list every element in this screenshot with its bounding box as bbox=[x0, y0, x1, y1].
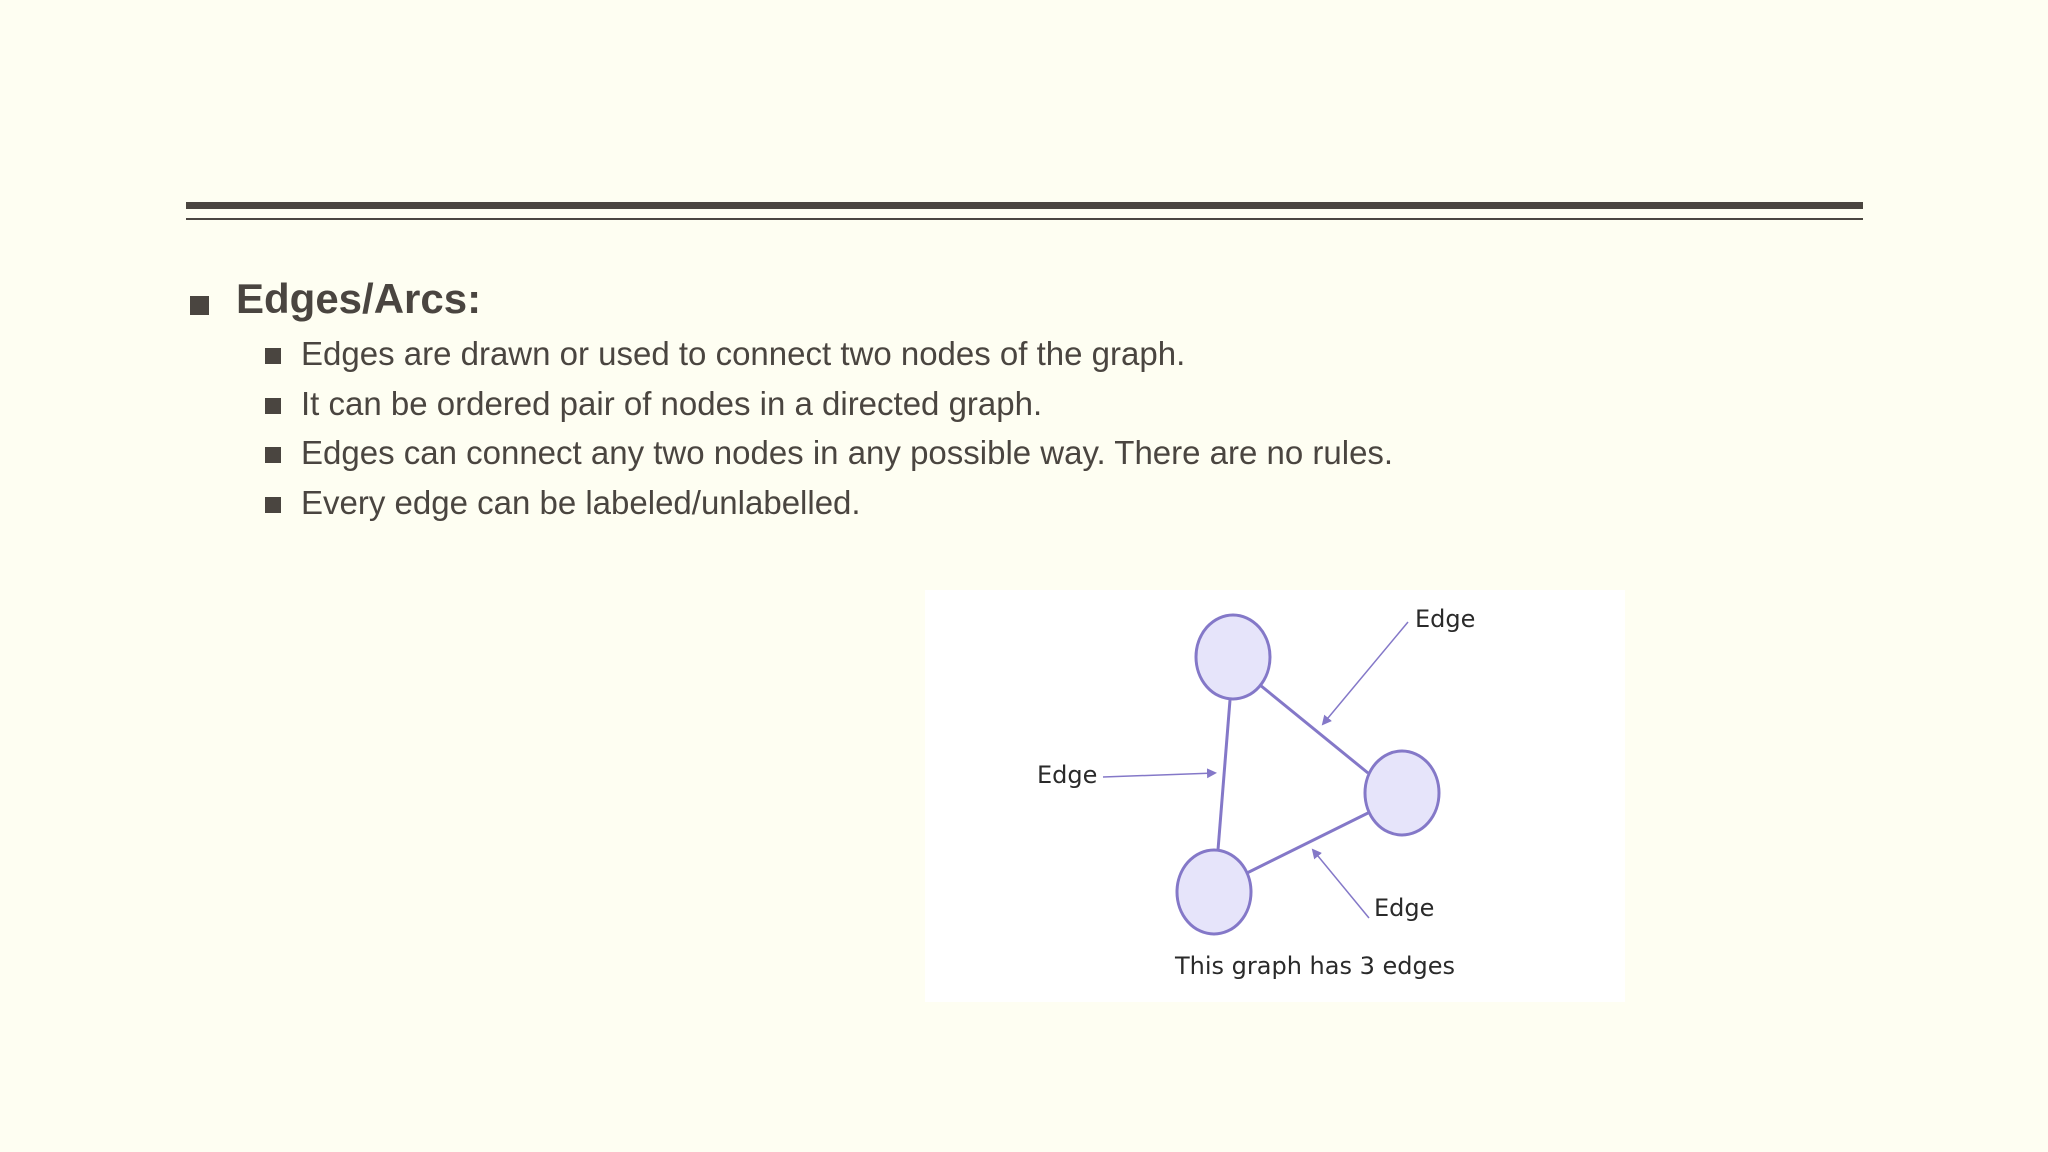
graph-diagram bbox=[925, 590, 1625, 1002]
bullet-square-icon bbox=[265, 497, 281, 513]
node-top bbox=[1196, 615, 1270, 699]
title-rule-thick bbox=[186, 202, 1863, 209]
bullet-square-icon bbox=[265, 398, 281, 414]
title-rule-thin bbox=[186, 218, 1863, 220]
graph-figure bbox=[925, 590, 1625, 1002]
pointer-arrow-bottom bbox=[1313, 850, 1369, 918]
edge-label-left: Edge bbox=[1037, 761, 1098, 789]
node-bottom bbox=[1177, 850, 1251, 934]
edge-bottom bbox=[1247, 812, 1370, 873]
bullet-item-1: Edges are drawn or used to connect two nodes of the graph. bbox=[301, 335, 1186, 372]
bullet-item-3: Edges can connect any two nodes in any possible way. There are no rules. bbox=[301, 434, 1394, 471]
edge-left bbox=[1218, 700, 1230, 850]
pointer-arrow-left bbox=[1103, 773, 1215, 777]
figure-caption: This graph has 3 edges bbox=[1175, 952, 1456, 980]
edge-top-right bbox=[1260, 685, 1368, 773]
bullet-square-icon bbox=[265, 348, 281, 364]
heading-bullet-icon bbox=[190, 296, 209, 315]
bullet-item-2: It can be ordered pair of nodes in a directed graph. bbox=[301, 385, 1043, 422]
pointer-arrow-top bbox=[1323, 622, 1408, 724]
bullet-square-icon bbox=[265, 447, 281, 463]
edge-label-bottom: Edge bbox=[1374, 894, 1435, 922]
section-heading: Edges/Arcs: bbox=[236, 275, 482, 322]
bullet-item-4: Every edge can be labeled/unlabelled. bbox=[301, 484, 861, 521]
node-right bbox=[1365, 751, 1439, 835]
edge-label-top: Edge bbox=[1415, 605, 1476, 633]
